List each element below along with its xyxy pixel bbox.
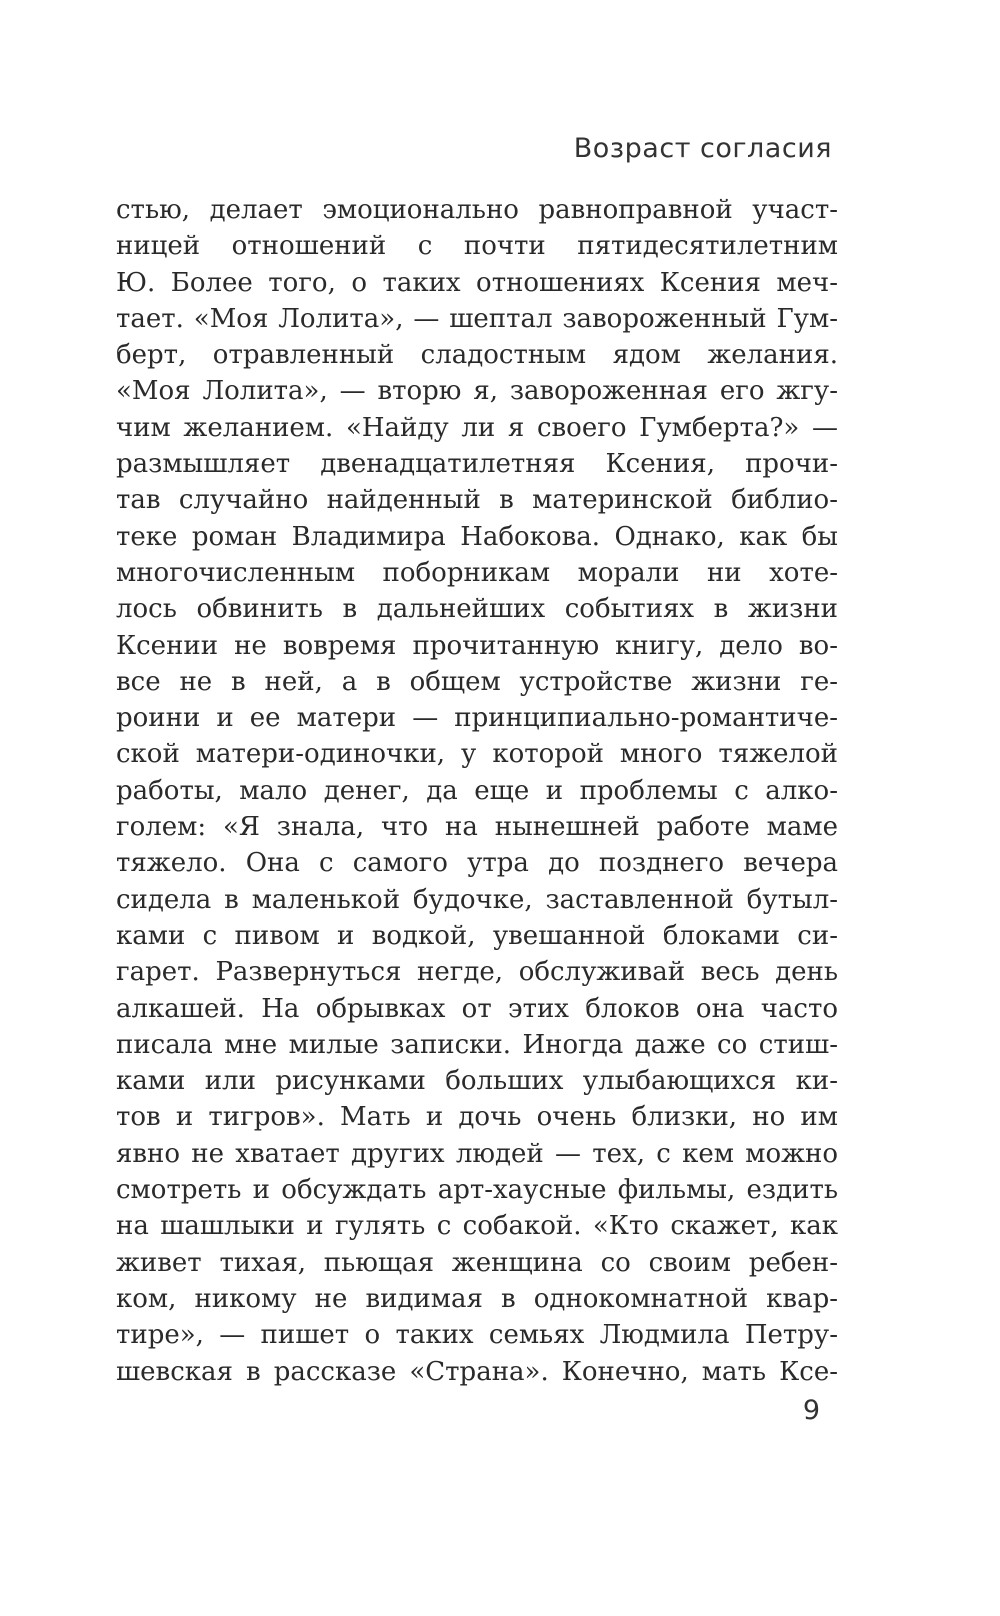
body-text: [116, 192, 838, 1390]
text-line: писала мне милые записки. Иногда даже со стиш-: [116, 1029, 838, 1060]
text-line: тире», — пишет о таких семьях Людмила Петру-: [116, 1320, 838, 1351]
text-line: гарет. Развернуться негде, обслуживай весь день: [116, 957, 838, 988]
text-line: ками с пивом и водкой, увешанной блоками си-: [116, 920, 838, 951]
text-line: все не в ней, а в общем устройстве жизни ге-: [116, 666, 838, 697]
text-line: живет тихая, пьющая женщина со своим ребен-: [116, 1247, 838, 1278]
text-line: голем: «Я знала, что на нынешней работе маме: [116, 812, 838, 843]
page-number: 9: [802, 1395, 820, 1426]
text-line: теке роман Владимира Набокова. Однако, как бы: [116, 521, 838, 552]
text-line: лось обвинить в дальнейших событиях в жизни: [116, 594, 838, 625]
text-line: Ю. Более того, о таких отношениях Ксения меч-: [116, 267, 838, 298]
text-line: берт, отравленный сладостным ядом желания.: [116, 340, 838, 371]
text-line: тает. «Моя Лолита», — шептал завороженный Гум-: [116, 303, 838, 334]
running-header: Возраст согласия: [573, 133, 832, 164]
text-line: стью, делает эмоционально равноправной участ-: [116, 195, 838, 225]
text-line: работы, мало денег, да еще и проблемы с алко-: [116, 775, 838, 806]
text-line: алкашей. На обрывках от этих блоков она часто: [116, 993, 838, 1024]
text-line: Ксении не вовремя прочитанную книгу, дело во-: [116, 630, 838, 661]
text-line: роини и ее матери — принципиально-романтиче-: [116, 703, 838, 734]
text-line: ницей отношений с почти пятидесятилетним: [116, 231, 838, 262]
text-line: шевская в рассказе «Страна». Конечно, мать Ксе-: [116, 1356, 838, 1387]
text-line: тяжело. Она с самого утра до позднего вечера: [116, 848, 838, 879]
text-line: чим желанием. «Найду ли я своего Гумберта?» —: [116, 412, 838, 443]
text-line: смотреть и обсуждать арт-хаусные фильмы, ездить: [116, 1175, 838, 1206]
text-line: ком, никому не видимая в однокомнатной квар-: [116, 1283, 838, 1314]
text-line: «Моя Лолита», — вторю я, завороженная его жгу-: [116, 376, 838, 407]
text-line: многочисленным поборникам морали ни хоте-: [116, 557, 838, 588]
text-line: размышляет двенадцатилетняя Ксения, прочи-: [116, 449, 838, 480]
text-line: на шашлыки и гулять с собакой. «Кто скажет, как: [116, 1211, 838, 1242]
text-line: ками или рисунками больших улыбающихся ки-: [116, 1066, 838, 1097]
text-line: тов и тигров». Мать и дочь очень близки, но им: [116, 1102, 838, 1133]
text-line: сидела в маленькой будочке, заставленной бутыл-: [116, 884, 838, 915]
text-line: ской матери-одиночки, у которой много тяжелой: [116, 739, 838, 770]
text-line: тав случайно найденный в материнской библио-: [116, 485, 838, 516]
text-line: явно не хватает других людей — тех, с кем можно: [116, 1138, 838, 1169]
